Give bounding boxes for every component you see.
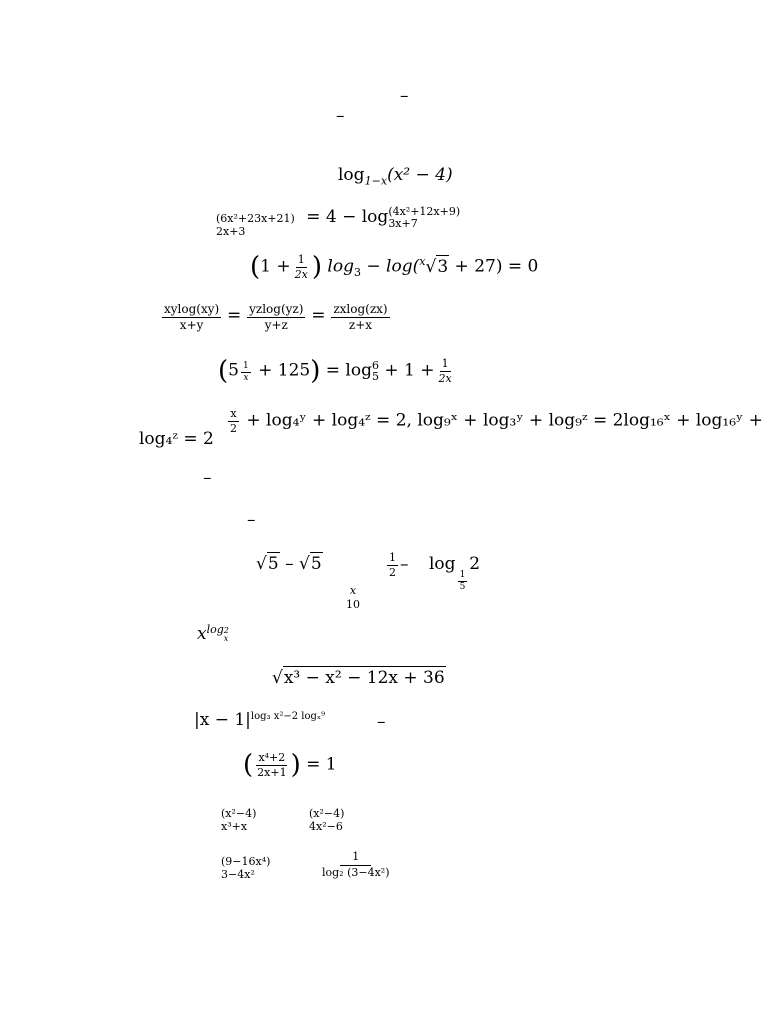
equation-abs-power: $|x - 1|^{log_3 x^2-2 log_x^9}$ bbox=[194, 710, 326, 730]
expression-reciprocal-log: $\frac{1}{\text{log₂ (3−4x²)}}$ bbox=[322, 850, 390, 879]
dash-mark: – bbox=[247, 510, 256, 530]
equation-half-minus: $\frac{1}{2}$ – bbox=[389, 551, 409, 579]
equation-log3-root: (1 + $\frac{1}{2x}$ ) $\log_3 - \log(^x√3 + 27) = 0$ bbox=[250, 252, 539, 283]
dash-mark: – bbox=[336, 106, 345, 126]
equation-sqrt-difference: √5 – √5 bbox=[256, 554, 322, 574]
equation-log-base: $\log_{1-x}(x^2 - 4)$ bbox=[338, 165, 453, 188]
dash-mark: – bbox=[203, 468, 212, 488]
equation-log-system: $\frac{x}{2}$ + log₄ʸ + log₄ᶻ = 2, log₉ˣ + log₃ʸ + log₉ᶻ = 2log₁₆ˣ + log₁₆ʸ + bbox=[230, 407, 763, 435]
fraction-x-over-10: x 10 bbox=[346, 584, 360, 611]
expression-pair-a: (x²−4) x³+x bbox=[221, 807, 257, 833]
equation-log-quadratic: (6x²+23x+21) 2x+3 = 4 − log (4x²+12x+9) 3x+7 bbox=[216, 205, 461, 238]
equation-x-power-log: $x^{log 2 x}$ bbox=[197, 623, 229, 644]
equation-cubic-sqrt: √x³ − x² − 12x + 36 bbox=[272, 668, 445, 688]
equation-ratio-chain: $\frac{xylog(xy)}{x+y}$ = $\frac{yzlog(yz)}{y+z}$ = $\frac{zxlog(zx)}{z+x}$ bbox=[164, 302, 388, 332]
expression-pair-c: (9−16x⁴) 3−4x² bbox=[221, 855, 271, 881]
equation-log-fraction-base: log $\frac{1}{5}$ 2 bbox=[429, 554, 481, 593]
dash-mark: – bbox=[377, 712, 386, 732]
equation-exponential-log: (5 $^{\frac{1}{x}}$ + 125) = log 6 5 + 1 + $\frac{1}{2x}$ bbox=[218, 356, 452, 387]
expression-pair-b: (x²−4) 4x²−6 bbox=[309, 807, 345, 833]
dash-mark: – bbox=[400, 86, 409, 106]
equation-rational-equals-one: ( $\frac{\text{x⁴+2}}{2x+1}$ ) = 1 bbox=[243, 750, 337, 781]
equation-log-system-continued: log₄ᶻ = 2 bbox=[139, 429, 214, 449]
